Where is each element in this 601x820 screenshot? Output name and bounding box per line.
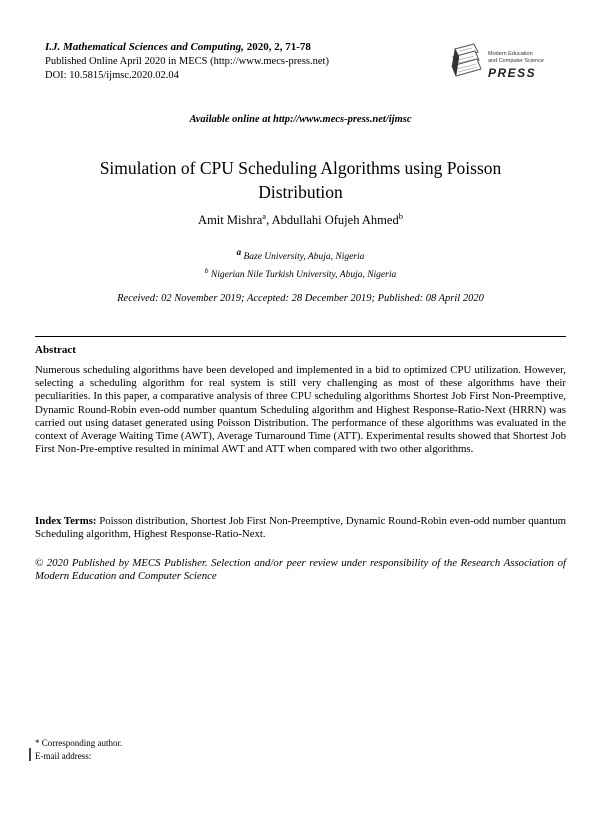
abstract-text: Numerous scheduling algorithms have been developed and implemented in a bid to optimized CPU utilization. However, selecting a scheduling algorithm for real system is still very challenging as most of these algorithms have their peculiarities. In this paper, a comparative analysis of three CPU scheduling algorithms Shortest Job First Non-Preemptive, Dynamic Round-Robin even-odd number quantum Scheduling algorithm and Highest Response-Ratio-Next (HRRN) was carried out using dataset generated using Poisson Distribution. The performance of these algorithms was evaluated in the context of Average Waiting Time (AWT), Average Turnaround Time (ATT). Experimental results showed that Shortest Job First Non-Pre-emptive resulted in minimal AWT and ATT when compared with two other algorithms. bbox=[35, 364, 566, 456]
email-address-note: E-mail address: bbox=[35, 750, 92, 761]
logo-text-block bbox=[488, 42, 544, 80]
journal-citation-line bbox=[45, 40, 329, 55]
author-separator: , bbox=[266, 213, 272, 228]
affiliations-block bbox=[0, 246, 601, 282]
affiliation-a-mark: a bbox=[236, 247, 242, 257]
affiliation-b bbox=[0, 264, 601, 282]
author-1-name: Amit Mishra bbox=[198, 213, 263, 228]
affiliation-a-text: Baze University, Abuja, Nigeria bbox=[241, 252, 365, 263]
logo-text-line1: Modern Education bbox=[488, 51, 533, 57]
corresponding-author-note: * Corresponding author. bbox=[35, 738, 123, 748]
published-online-line: Published Online April 2020 in MECS (http://www.mecs-press.net) bbox=[45, 55, 329, 67]
available-online-line: Available online at http://www.mecs-press.net/ijmsc bbox=[189, 114, 412, 125]
journal-name: I.J. Mathematical Sciences and Computing, bbox=[45, 41, 244, 53]
author-line bbox=[0, 211, 601, 228]
logo-text-line2: and Computer Science bbox=[488, 57, 544, 64]
footnote-block bbox=[35, 737, 122, 762]
author-2-name: Abdullahi Ofujeh Ahmed bbox=[271, 213, 399, 228]
author-1-affiliation-mark: a bbox=[262, 211, 267, 221]
affiliation-b-text: Nigerian Nile Turkish University, Abuja, Nigeria bbox=[208, 270, 397, 281]
author-2-affiliation-mark: b bbox=[398, 211, 403, 221]
paper-title: Simulation of CPU Scheduling Algorithms using Poisson Distribution bbox=[99, 158, 502, 202]
abstract-heading: Abstract bbox=[35, 344, 76, 356]
margin-change-bar bbox=[29, 748, 31, 761]
index-terms-label: Index Terms: bbox=[35, 515, 97, 527]
section-divider bbox=[35, 336, 566, 337]
journal-issue-info: 2020, 2, 71-78 bbox=[243, 41, 311, 53]
journal-header bbox=[45, 40, 329, 84]
index-terms-text: Poisson distribution, Shortest Job First Non-Preemptive, Dynamic Round-Robin even-odd number quantum Scheduling algorithm, Highest Response-Ratio-Next. bbox=[35, 515, 566, 541]
mecs-press-logo bbox=[447, 42, 544, 93]
received-accepted-published-line: Received: 02 November 2019; Accepted: 28 December 2019; Published: 08 April 2020 bbox=[117, 293, 484, 304]
affiliation-b-mark: b bbox=[204, 266, 209, 276]
affiliation-a bbox=[0, 246, 601, 264]
copyright-notice: © 2020 Published by MECS Publisher. Selection and/or peer review under responsibility of the Research Association of Modern Education and Computer Science bbox=[35, 557, 566, 583]
index-terms-paragraph bbox=[35, 515, 566, 541]
doi-line: DOI: 10.5815/ijmsc.2020.02.04 bbox=[45, 70, 179, 81]
logo-press-wordmark: PRESS bbox=[488, 66, 537, 80]
books-logo-icon bbox=[447, 42, 485, 93]
